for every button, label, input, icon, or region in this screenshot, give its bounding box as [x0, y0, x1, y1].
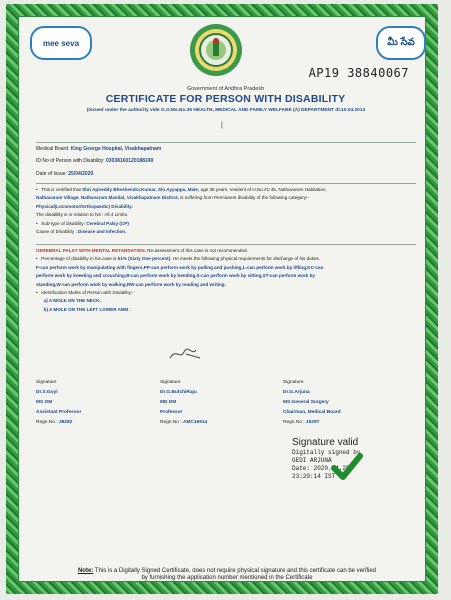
digital-signature-line-4: 23:20:14 IST: [292, 473, 336, 480]
meeseva-logo: [30, 26, 92, 60]
signatory-3-regn: 15297: [305, 420, 320, 425]
handwritten-signature-mark: [168, 346, 204, 362]
percentage-value: 61% (Sixty One percent).: [117, 256, 172, 262]
person-id-value: 03038160120188249: [106, 158, 154, 164]
assessment-paragraph: CEREBRAL PALSY WITH MENTAL RETARDATION. Re-assessment of this case is not recommended. • Percentage of disability in his case is 61% (Sixty One percent). He meets the following physical requirements for discharge of his duties. F-can perform work by manipulating with fingers,PP-can perform work by pulling and pushing,L-can perform work by lifting,KC-can perform work by kneeling and crouching,B-can perform work by bending,S-can perform work by sitting,ST-can perform work by standing,W-can perform work by walking,RW-can perform work by reading and writing. • Identification Marks of Person with Disability:- a) A MOLE ON THE NECK. b) A MOLE ON THE LEFT LOWER ARM .: [36, 248, 324, 312]
signatory-3: [283, 378, 341, 428]
signatory-3-role: Chairman, Medical Board: [283, 410, 341, 415]
subtype-value: Cerebral Palsy (CP): [86, 220, 129, 226]
divider: [36, 244, 416, 245]
person-id-field: [36, 158, 153, 164]
issued-under-text: (Issued under the authority vide G.O.Ms.No.35 HEALTH, MEDICAL AND FAMILY WELFARE (A) DEPARTMENT dt.10.04.2013: [86, 108, 366, 113]
requirements-line-1: F-can perform work by manipulating with fingers,PP-can perform work by pulling and pushing,L-can perform work by lifting,KC-can: [36, 264, 324, 270]
note-line-1: This is a Digitally Signed Certificate, does not require physical signature and this certificate can be verified: [94, 568, 377, 574]
signatory-2-degree: MD DM: [160, 400, 177, 405]
note-label: Note:: [77, 568, 94, 574]
disability-relation: The disability is in relation to his : All 4 Limbs.: [36, 212, 129, 218]
certificate-title: CERTIFICATE FOR PERSON WITH DISABILITY: [105, 93, 346, 105]
signatory-2: [160, 378, 207, 428]
person-age-address: age 35 years, resident of H.No.#1-45, Nathavaram Habitation,: [200, 187, 327, 192]
requirements-text: He meets the following physical requirements for discharge of his duties.: [172, 256, 321, 262]
medical-board-label: Medical Board:: [36, 146, 70, 152]
signatory-3-label: Signature: [283, 380, 304, 385]
signatory-2-regn-label: Regn.No :: [160, 420, 182, 425]
separator-mark: |: [221, 122, 223, 129]
note-line-2: by furnishing the application number mentioned in the Certificate: [141, 575, 313, 581]
divider: [36, 142, 416, 143]
medical-board-field: [36, 146, 161, 152]
issue-date-label: Date of Issue:: [36, 171, 67, 177]
person-id-label: ID No of Person with Disability:: [36, 158, 105, 164]
government-name: Government of Andhra Pradesh: [186, 86, 265, 92]
signatory-1-role: Assistant Professor: [36, 410, 82, 415]
signatory-1: [36, 378, 81, 428]
signatory-1-degree: MS OM: [36, 400, 53, 405]
meeseva-telugu-logo-text: మీ సేవ: [387, 37, 415, 48]
signatory-1-label: Signature: [36, 380, 57, 385]
digital-signature-line-2: GEDI ARJUNA: [292, 457, 332, 464]
check-mark-icon: [330, 452, 364, 482]
signatory-3-regn-label: Regn.No :: [283, 420, 305, 425]
divider: [36, 183, 416, 184]
footer-note: [32, 568, 422, 582]
meeseva-logo-text: mee seva: [42, 38, 80, 48]
medical-board-value: King George Hospital, Visakhapatnam: [70, 146, 162, 152]
digital-signature-line-3: Date: 2020.04.25: [292, 465, 350, 472]
signatory-3-degree: MS.General Surgery: [283, 400, 329, 405]
identification-mark-a: a) A MOLE ON THE NECK.: [43, 298, 101, 304]
issue-date-value: 25/04/2020: [68, 171, 94, 177]
certification-paragraph: • This is certified that Shri Apireddy Bheshendra Kumar, S/o Ayyappa, Male, age 35 years, resident of H.No.#1-45, Nathavaram Habitation, Nathavaram Village, Nathavaram Mandal, Visakhapatnam District, is suffering from Permanent disability of the following category:- Physical(Locomotor/Orthopaedic) Disability. The disability is in relation to his : All 4 Limbs. • Sub-type of disability: Cerebral Palsy (CP) Cause of Disability : Disease and Infection.: [36, 187, 327, 235]
signatory-2-label: Signature: [160, 380, 181, 385]
signatory-2-regn: AMC16914: [182, 420, 208, 425]
signatory-3-name: Dr.G.Arjuna: [283, 390, 310, 395]
state-emblem-icon: [188, 22, 244, 78]
disability-category: Physical(Locomotor/Orthopaedic) Disability.: [36, 203, 133, 209]
signatory-2-name: Dr.G.ButchiRaju: [160, 390, 197, 395]
identification-marks-label: Identification Marks of Person with Disability:-: [41, 290, 134, 296]
signatory-2-role: Professor: [160, 410, 183, 415]
certified-prefix: This is certified that: [41, 187, 81, 192]
cause-label: Cause of Disability :: [36, 229, 77, 235]
cause-value: Disease and Infection.: [77, 229, 127, 235]
signatory-1-name: Dr.S.Goyi: [36, 390, 58, 395]
suffering-text: is suffering from Permanent disability of the following category:-: [180, 195, 309, 201]
requirements-line-2: perform work by kneeling and crouching,B-can perform work by bending,S-can perform work by sitting,ST-can perform work by: [36, 273, 315, 279]
meeseva-telugu-logo: [376, 26, 426, 60]
diagnosis-text: CEREBRAL PALSY WITH MENTAL RETARDATION.: [36, 248, 146, 253]
percentage-label: Percentage of disability in his case is: [41, 256, 117, 262]
digital-signature-line-1: Digitally signed by: [292, 449, 361, 456]
issue-date-field: [36, 171, 93, 177]
signature-valid-heading: Signature valid: [292, 437, 359, 448]
person-name: Shri Apireddy Bheshendra Kumar, S/o Ayyappa, Male,: [82, 187, 200, 192]
identification-mark-b: b) A MOLE ON THE LEFT LOWER ARM .: [43, 306, 131, 312]
reassessment-text: Re-assessment of this case is not recommended.: [147, 248, 248, 253]
person-address: Nathavaram Village, Nathavaram Mandal, Visakhapatnam District,: [36, 195, 179, 201]
certificate-number: AP19 38840067: [308, 66, 409, 80]
requirements-line-3: standing,W-can perform work by walking,RW-can perform work by reading and writing.: [36, 281, 226, 287]
signatory-1-regn-label: Regn.No :: [36, 420, 58, 425]
signatory-1-regn: 38282: [58, 420, 73, 425]
subtype-label: Sub-type of disability:: [41, 220, 85, 226]
